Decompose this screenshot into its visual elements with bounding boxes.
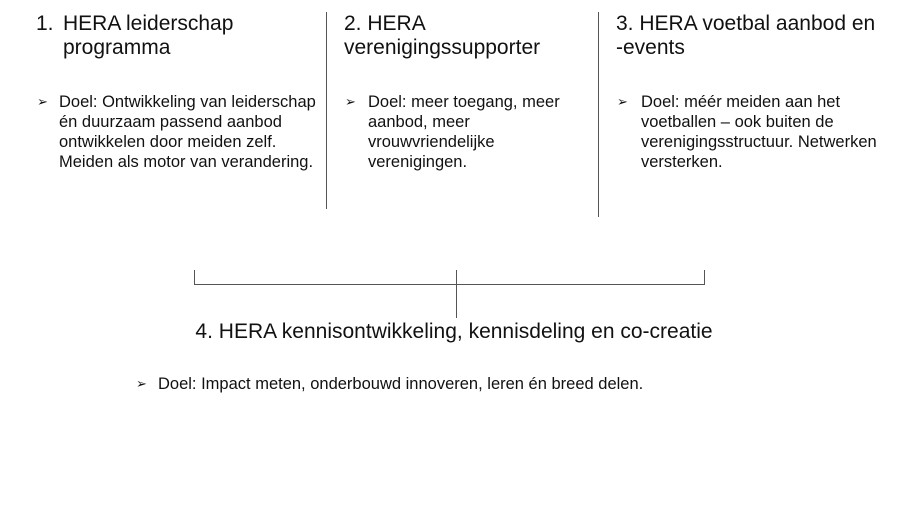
pillar-1-title: HERA leiderschap programma [63,12,234,59]
pillar-2 [344,12,594,172]
pillar-2-goal [344,92,594,172]
arrow-bullet-icon: ➢ [617,94,628,109]
pillar-4-goal [136,374,858,394]
pillar-3-number: 3. [616,12,634,35]
pillar-1-number: 1. [36,12,54,35]
pillar-1-goal [36,92,316,172]
pillar-3-heading [616,12,886,60]
pillar-3-goal-text: Doel: méér meiden aan het voetballen – ook buiten de verenigingsstructuur. Netwerken versterken. [641,93,877,171]
arrow-bullet-icon: ➢ [345,94,356,109]
bracket-left-tick [194,270,195,285]
pillar-4-number: 4. [195,320,213,343]
pillar-1-goal-text: Doel: Ontwikkeling van leiderschap én duurzaam passend aanbod ontwikkelen door meiden zelf. Meiden als motor van verandering. [59,93,316,171]
column-divider-2 [598,12,599,217]
pillar-4-heading [0,320,908,344]
pillar-4-title: HERA kennisontwikkeling, kennisdeling en co-creatie [218,320,713,343]
pillar-1-heading [36,12,316,60]
column-divider-1 [326,12,327,209]
pillar-3 [616,12,886,172]
arrow-bullet-icon: ➢ [136,376,147,391]
pillar-2-goal-text: Doel: meer toegang, meer aanbod, meer vrouwvriendelijke verenigingen. [368,93,560,171]
bracket-horizontal-line [194,284,705,285]
pillar-3-title: HERA voetbal aanbod en -events [616,12,876,59]
bracket-right-tick [704,270,705,285]
pillar-2-title: HERA verenigingssupporter [344,12,541,59]
pillar-3-goal [616,92,886,172]
pillar-2-number: 2. [344,12,362,35]
pillar-4-goal-text: Doel: Impact meten, onderbouwd innoveren, leren én breed delen. [158,375,644,393]
pillar-1 [36,12,316,172]
bracket-center-connector [456,270,457,318]
arrow-bullet-icon: ➢ [37,94,48,109]
pillar-2-heading [344,12,594,60]
